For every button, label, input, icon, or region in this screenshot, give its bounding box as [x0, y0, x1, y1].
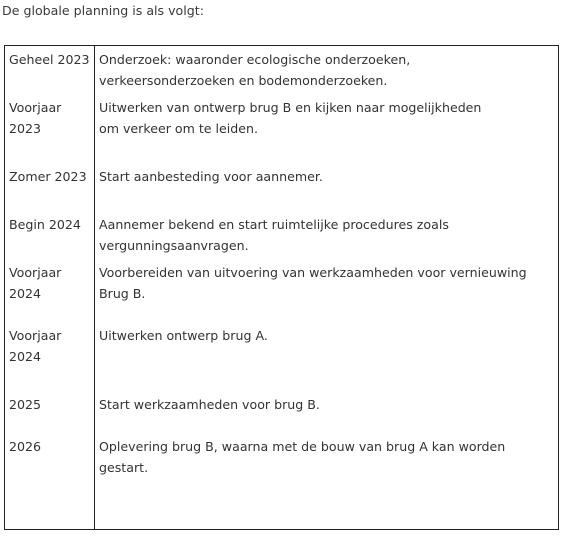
planning-table: [4, 45, 559, 530]
description-line: vergunningsaanvragen.: [99, 238, 249, 253]
description-line: om verkeer om te leiden.: [99, 121, 259, 136]
period-cell: [9, 325, 93, 367]
description-cell: [99, 49, 557, 91]
period-cell: [9, 436, 93, 457]
period-cell: [9, 214, 93, 235]
description-line: Brug B.: [99, 286, 146, 301]
description-line: Oplevering brug B, waarna met de bouw van brug A kan worden: [99, 439, 506, 454]
description-line: Aannemer bekend en start ruimtelijke procedures zoals: [99, 217, 449, 232]
period-line: Geheel 2023: [9, 52, 90, 67]
intro-text: De globale planning is als volgt:: [2, 3, 204, 18]
period-line: Voorjaar: [9, 265, 62, 280]
description-cell: [99, 325, 557, 346]
description-cell: [99, 436, 557, 478]
period-cell: [9, 97, 93, 139]
description-line: Uitwerken van ontwerp brug B en kijken naar mogelijkheden: [99, 100, 482, 115]
description-cell: [99, 97, 557, 139]
description-cell: [99, 166, 557, 187]
description-line: Voorbereiden van uitvoering van werkzaamheden voor vernieuwing: [99, 265, 527, 280]
column-divider: [94, 45, 95, 530]
period-line: Zomer 2023: [9, 169, 87, 184]
period-cell: [9, 49, 93, 70]
period-line: Voorjaar: [9, 100, 62, 115]
period-line: Voorjaar: [9, 328, 62, 343]
description-cell: [99, 262, 557, 304]
period-line: 2024: [9, 286, 42, 301]
period-cell: [9, 394, 93, 415]
period-line: 2025: [9, 397, 42, 412]
period-cell: [9, 262, 93, 304]
description-line: Start aanbesteding voor aannemer.: [99, 169, 323, 184]
description-cell: [99, 394, 557, 415]
description-line: Uitwerken ontwerp brug A.: [99, 328, 268, 343]
description-line: Start werkzaamheden voor brug B.: [99, 397, 320, 412]
description-cell: [99, 214, 557, 256]
period-line: 2026: [9, 439, 42, 454]
period-line: Begin 2024: [9, 217, 81, 232]
period-cell: [9, 166, 93, 187]
description-line: verkeersonderzoeken en bodemonderzoeken.: [99, 73, 388, 88]
description-line: gestart.: [99, 460, 149, 475]
period-line: 2024: [9, 349, 42, 364]
description-line: Onderzoek: waaronder ecologische onderzoeken,: [99, 52, 411, 67]
period-line: 2023: [9, 121, 42, 136]
